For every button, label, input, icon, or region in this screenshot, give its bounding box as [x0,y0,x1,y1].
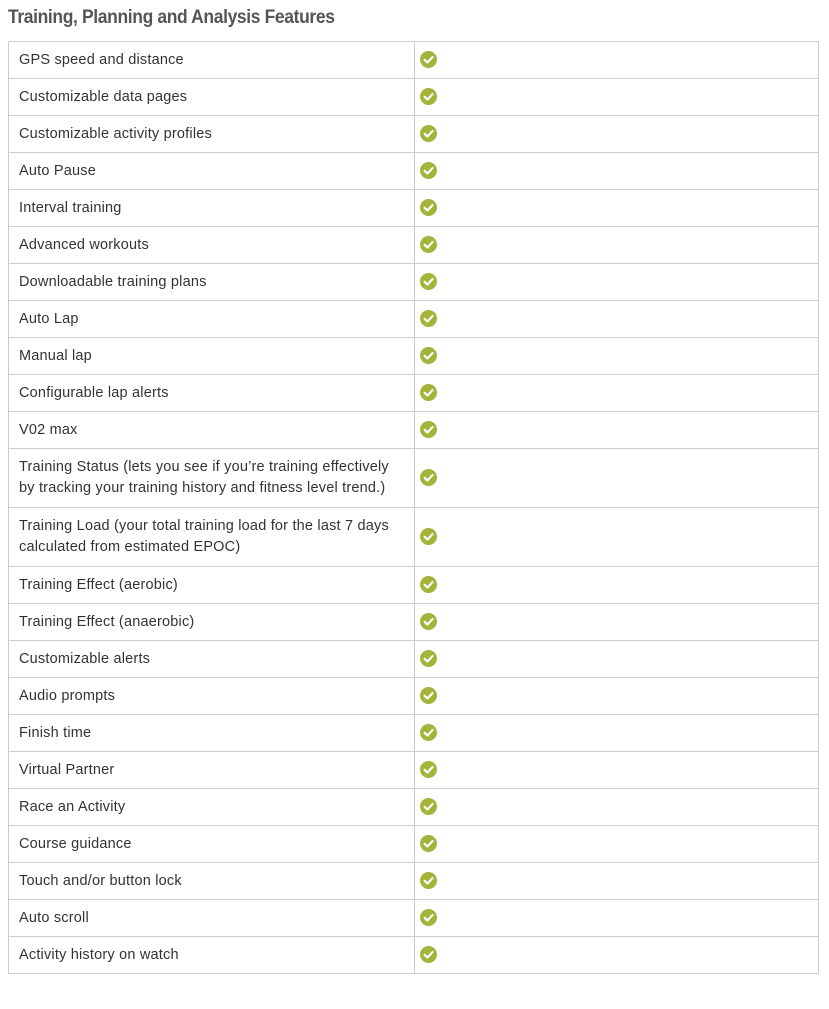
check-circle-icon [420,236,437,253]
table-row [9,863,819,900]
feature-name: Activity history on watch [9,937,415,974]
table-row [9,153,819,190]
check-circle-icon [420,909,437,926]
table-row [9,412,819,449]
table-row [9,508,819,567]
table-row [9,190,819,227]
table-row [9,567,819,604]
feature-name: Training Effect (aerobic) [9,567,415,604]
feature-name: Race an Activity [9,789,415,826]
table-row [9,789,819,826]
feature-name: Training Status (lets you see if you’re training effectively by tracking your training history and fitness level trend.) [9,449,415,508]
check-circle-icon [420,162,437,179]
table-row [9,449,819,508]
table-row [9,42,819,79]
feature-availability [415,752,819,789]
check-circle-icon [420,199,437,216]
feature-name: Customizable activity profiles [9,116,415,153]
check-circle-icon [420,384,437,401]
feature-availability [415,826,819,863]
section-title: Training, Planning and Analysis Features [8,7,335,28]
feature-availability [415,227,819,264]
feature-availability [415,116,819,153]
feature-availability [415,678,819,715]
check-circle-icon [420,347,437,364]
feature-name: Virtual Partner [9,752,415,789]
feature-availability [415,79,819,116]
check-circle-icon [420,650,437,667]
feature-availability [415,641,819,678]
feature-name: Training Effect (anaerobic) [9,604,415,641]
check-circle-icon [420,798,437,815]
table-row [9,715,819,752]
table-row [9,227,819,264]
table-row [9,937,819,974]
check-circle-icon [420,421,437,438]
feature-availability [415,900,819,937]
feature-availability [415,863,819,900]
feature-availability [415,449,819,508]
check-circle-icon [420,469,437,486]
check-circle-icon [420,687,437,704]
feature-name: Audio prompts [9,678,415,715]
check-circle-icon [420,51,437,68]
check-circle-icon [420,125,437,142]
table-row [9,604,819,641]
table-row [9,678,819,715]
table-row [9,641,819,678]
check-circle-icon [420,88,437,105]
feature-name: Course guidance [9,826,415,863]
check-circle-icon [420,528,437,545]
feature-availability [415,153,819,190]
check-circle-icon [420,576,437,593]
feature-availability [415,190,819,227]
feature-availability [415,508,819,567]
table-row [9,301,819,338]
feature-name: Auto scroll [9,900,415,937]
features-table [8,41,819,974]
feature-availability [415,412,819,449]
feature-availability [415,264,819,301]
feature-name: Customizable data pages [9,79,415,116]
feature-name: GPS speed and distance [9,42,415,79]
table-row [9,752,819,789]
feature-name: Customizable alerts [9,641,415,678]
feature-name: Downloadable training plans [9,264,415,301]
table-row [9,900,819,937]
check-circle-icon [420,872,437,889]
feature-availability [415,715,819,752]
feature-name: Finish time [9,715,415,752]
feature-name: V02 max [9,412,415,449]
check-circle-icon [420,273,437,290]
check-circle-icon [420,946,437,963]
feature-availability [415,338,819,375]
feature-name: Auto Pause [9,153,415,190]
table-row [9,264,819,301]
check-circle-icon [420,310,437,327]
table-row [9,116,819,153]
feature-name: Training Load (your total training load for the last 7 days calculated from estimated EPOC) [9,508,415,567]
table-row [9,79,819,116]
feature-name: Manual lap [9,338,415,375]
feature-availability [415,375,819,412]
feature-name: Configurable lap alerts [9,375,415,412]
feature-name: Advanced workouts [9,227,415,264]
check-circle-icon [420,835,437,852]
feature-name: Auto Lap [9,301,415,338]
features-table-body [9,42,819,974]
feature-availability [415,937,819,974]
feature-availability [415,42,819,79]
table-row [9,826,819,863]
check-circle-icon [420,761,437,778]
table-row [9,375,819,412]
check-circle-icon [420,613,437,630]
feature-availability [415,567,819,604]
feature-name: Touch and/or button lock [9,863,415,900]
feature-availability [415,604,819,641]
feature-name: Interval training [9,190,415,227]
feature-availability [415,789,819,826]
table-row [9,338,819,375]
check-circle-icon [420,724,437,741]
feature-availability [415,301,819,338]
